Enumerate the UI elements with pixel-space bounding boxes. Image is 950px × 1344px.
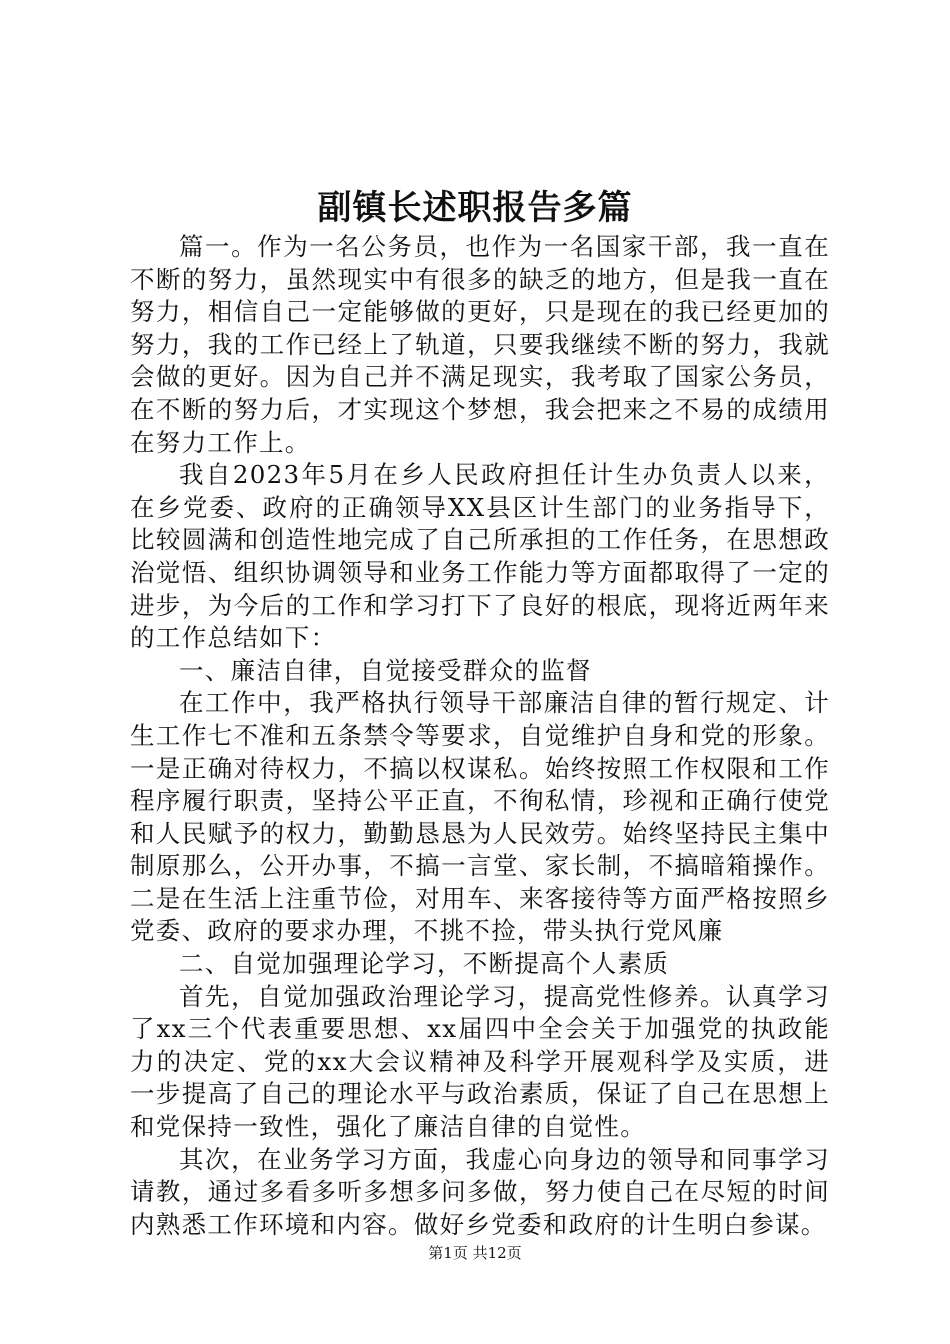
paragraph: 其次，在业务学习方面，我虚心向身边的领导和同事学习请教，通过多看多听多想多问多做，努力使自己在尽短的时间内熟悉工作环境和内容。做好乡党委和政府的计生明白参谋。 (130, 1144, 830, 1239)
paragraph: 在工作中，我严格执行领导干部廉洁自律的暂行规定、计生工作七不准和五条禁令等要求，自觉维护自身和党的形象。一是正确对待权力，不搞以权谋私。始终按照工作权限和工作程序履行职责，坚持公平正直，不徇私情，珍视和正确行使党和人民赋予的权力，勤勤恳恳为人民效劳。始终坚持民主集中制原那么，公开办事，不搞一言堂、家长制，不搞暗箱操作。二是在生活上注重节俭，对用车、来客接待等方面严格按照乡党委、政府的要求办理，不挑不捡，带头执行党风廉 (130, 688, 830, 946)
page-number-footer: 第1页 共12页 (428, 1244, 522, 1262)
section-heading: 一、廉洁自律，自觉接受群众的监督 (179, 655, 592, 685)
paragraph: 我自2023年5月在乡人民政府担任计生办负责人以来，在乡党委、政府的正确领导XX县区计生部门的业务指导下，比较圆满和创造性地完成了自己所承担的工作任务，在思想政治觉悟、组织协调领导和业务工作能力等方面都取得了一定的进步，为今后的工作和学习打下了良好的根底，现将近两年来的工作总结如下： (130, 460, 830, 653)
document-body (130, 231, 830, 1241)
paragraph: 首先，自觉加强政治理论学习，提高党性修养。认真学习了xx三个代表重要思想、xx届四中全会关于加强党的执政能力的决定、党的xx大会议精神及科学开展观科学及实质，进一步提高了自己的理论水平与政治素质，保证了自己在思想上和党保持一致性，强化了廉洁自律的自觉性。 (130, 981, 830, 1142)
document-title: 副镇长述职报告多篇 (317, 188, 633, 228)
paragraph: 篇一。作为一名公务员，也作为一名国家干部，我一直在不断的努力，虽然现实中有很多的缺乏的地方，但是我一直在努力，相信自己一定能够做的更好，只是现在的我已经更加的努力，我的工作已经上了轨道，只要我继续不断的努力，我就会做的更好。因为自己并不满足现实，我考取了国家公务员，在不断的努力后，才实现这个梦想，我会把来之不易的成绩用在努力工作上。 (130, 232, 830, 457)
section-heading: 二、自觉加强理论学习，不断提高个人素质 (179, 949, 670, 979)
